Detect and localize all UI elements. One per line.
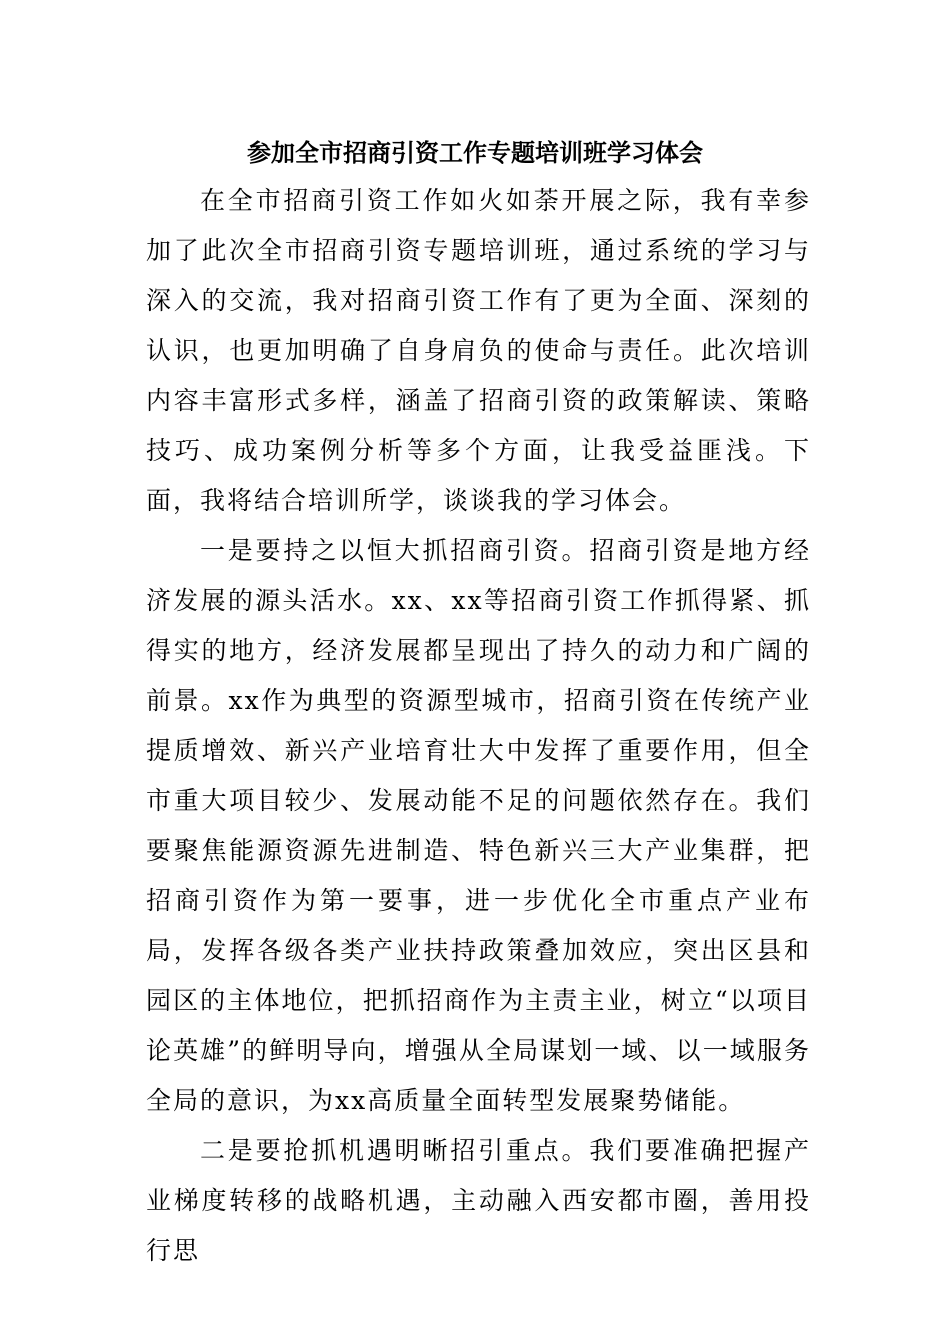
document-title: 参加全市招商引资工作专题培训班学习体会	[247, 139, 703, 167]
document-body	[146, 176, 811, 1276]
paragraph-intro: 在全市招商引资工作如火如荼开展之际，我有幸参加了此次全市招商引资专题培训班，通过系统的学习与深入的交流，我对招商引资工作有了更为全面、深刻的认识，也更加明确了自身肩负的使命与责任。此次培训内容丰富形式多样，涵盖了招商引资的政策解读、策略技巧、成功案例分析等多个方面，让我受益匪浅。下面，我将结合培训所学，谈谈我的学习体会。	[146, 186, 811, 515]
paragraph-point-two: 二是要抢抓机遇明晰招引重点。我们要准确把握产业梯度转移的战略机遇，主动融入西安都市圈，善用投行思	[146, 1136, 811, 1265]
paragraph-point-one: 一是要持之以恒大抓招商引资。招商引资是地方经济发展的源头活水。xx、xx等招商引资工作抓得紧、抓得实的地方，经济发展都呈现出了持久的动力和广阔的前景。xx作为典型的资源型城市，招商引资在传统产业提质增效、新兴产业培育壮大中发挥了重要作用，但全市重大项目较少、发展动能不足的问题依然存在。我们要聚焦能源资源先进制造、特色新兴三大产业集群，把招商引资作为第一要事，进一步优化全市重点产业布局，发挥各级各类产业扶持政策叠加效应，突出区县和园区的主体地位，把抓招商作为主责主业，树立“以项目论英雄”的鲜明导向，增强从全局谋划一域、以一域服务全局的意识，为xx高质量全面转型发展聚势储能。	[146, 536, 811, 1115]
